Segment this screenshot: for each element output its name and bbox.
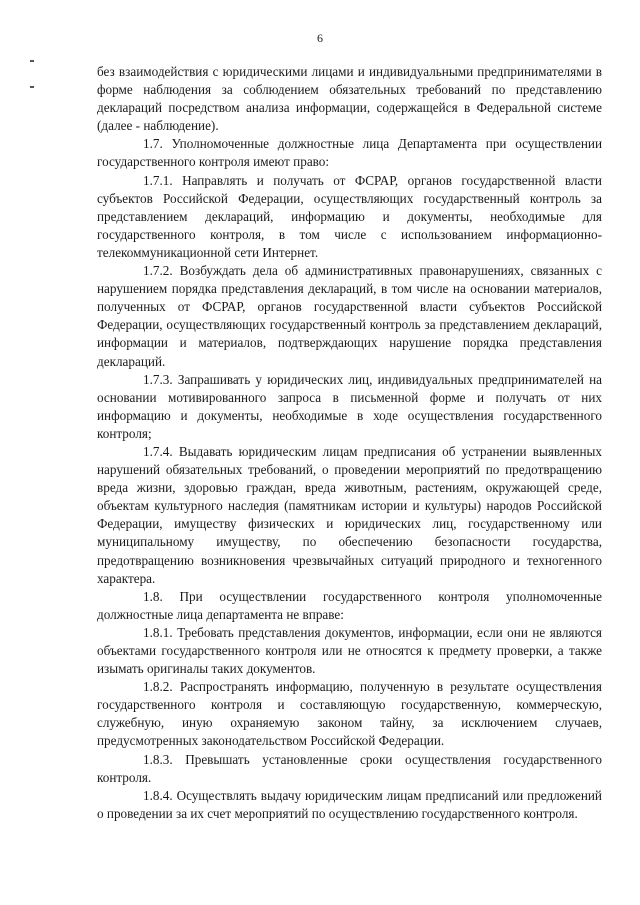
- paragraph-continuation: без взаимодействия с юридическими лицами и индивидуальными предпринимателями в форме наблюдения за соблюдением обязательных требований по представлению деклараций посредством анализа информации, содержащейся в Федеральной системе (далее - наблюдение).: [97, 64, 602, 134]
- document-body: [97, 63, 602, 823]
- paragraph-1-7-1: 1.7.1. Направлять и получать от ФСРАР, органов государственной власти субъектов Российской Федерации, осуществляющих государственный контроль за представлением деклараций, информацию и документы, необходимые для государственного контроля, в том числе с использованием информационно-телекоммуникационной сети Интернет.: [97, 172, 602, 260]
- paragraph-1-7-4: 1.7.4. Выдавать юридическим лицам предписания об устранении выявленных нарушений обязательных требований, о проведении мероприятий по предотвращению вреда жизни, здоровью граждан, вреда животным, растениям, окружающей среде, объектам культурного наследия (памятникам истории и культуры) народов Российской Федерации, имуществу физических и юридических лиц, государственному или муниципальному имуществу, по обеспечению безопасности государства, предотвращению возникновения чрезвычайных ситуаций природного и техногенного характера.: [97, 443, 602, 586]
- paragraph-1-7: 1.7. Уполномоченные должностные лица Департамента при осуществлении государственного контроля имеют право:: [97, 136, 602, 170]
- paragraph-1-7-2: 1.7.2. Возбуждать дела об административных правонарушениях, связанных с нарушением порядка представления деклараций, в том числе на основании материалов, полученных от ФСРАР, органов государственной власти субъектов Российской Федерации, осуществляющих государственный контроль за представлением деклараций, информации и материалов, подтверждающих нарушение порядка представления деклараций.: [97, 263, 602, 369]
- margin-mark: [30, 86, 34, 88]
- paragraph-1-7-3: 1.7.3. Запрашивать у юридических лиц, индивидуальных предпринимателей на основании мотивированного запроса в письменной форме и получать от них информацию и документы, необходимые в ходе осуществления государственного контроля;: [97, 371, 602, 441]
- paragraph-1-8-3: 1.8.3. Превышать установленные сроки осуществления государственного контроля.: [97, 751, 602, 785]
- paragraph-1-8: 1.8. При осуществлении государственного контроля уполномоченные должностные лица департамента не вправе:: [97, 588, 602, 622]
- paragraph-1-8-4: 1.8.4. Осуществлять выдачу юридическим лицам предписаний или предложений о проведении за их счет мероприятий по осуществлению государственного контроля.: [97, 787, 602, 821]
- page-number: 6: [317, 31, 323, 45]
- margin-mark: [30, 60, 34, 62]
- paragraph-1-8-2: 1.8.2. Распространять информацию, полученную в результате осуществления государственного контроля и составляющую государственную, коммерческую, служебную, иную охраняемую законом тайну, за исключением случаев, предусмотренных законодательством Российской Федерации.: [97, 679, 602, 749]
- paragraph-1-8-1: 1.8.1. Требовать представления документов, информации, если они не являются объектами государственного контроля или не относятся к предмету проверки, а также изымать оригиналы таких документов.: [97, 624, 602, 677]
